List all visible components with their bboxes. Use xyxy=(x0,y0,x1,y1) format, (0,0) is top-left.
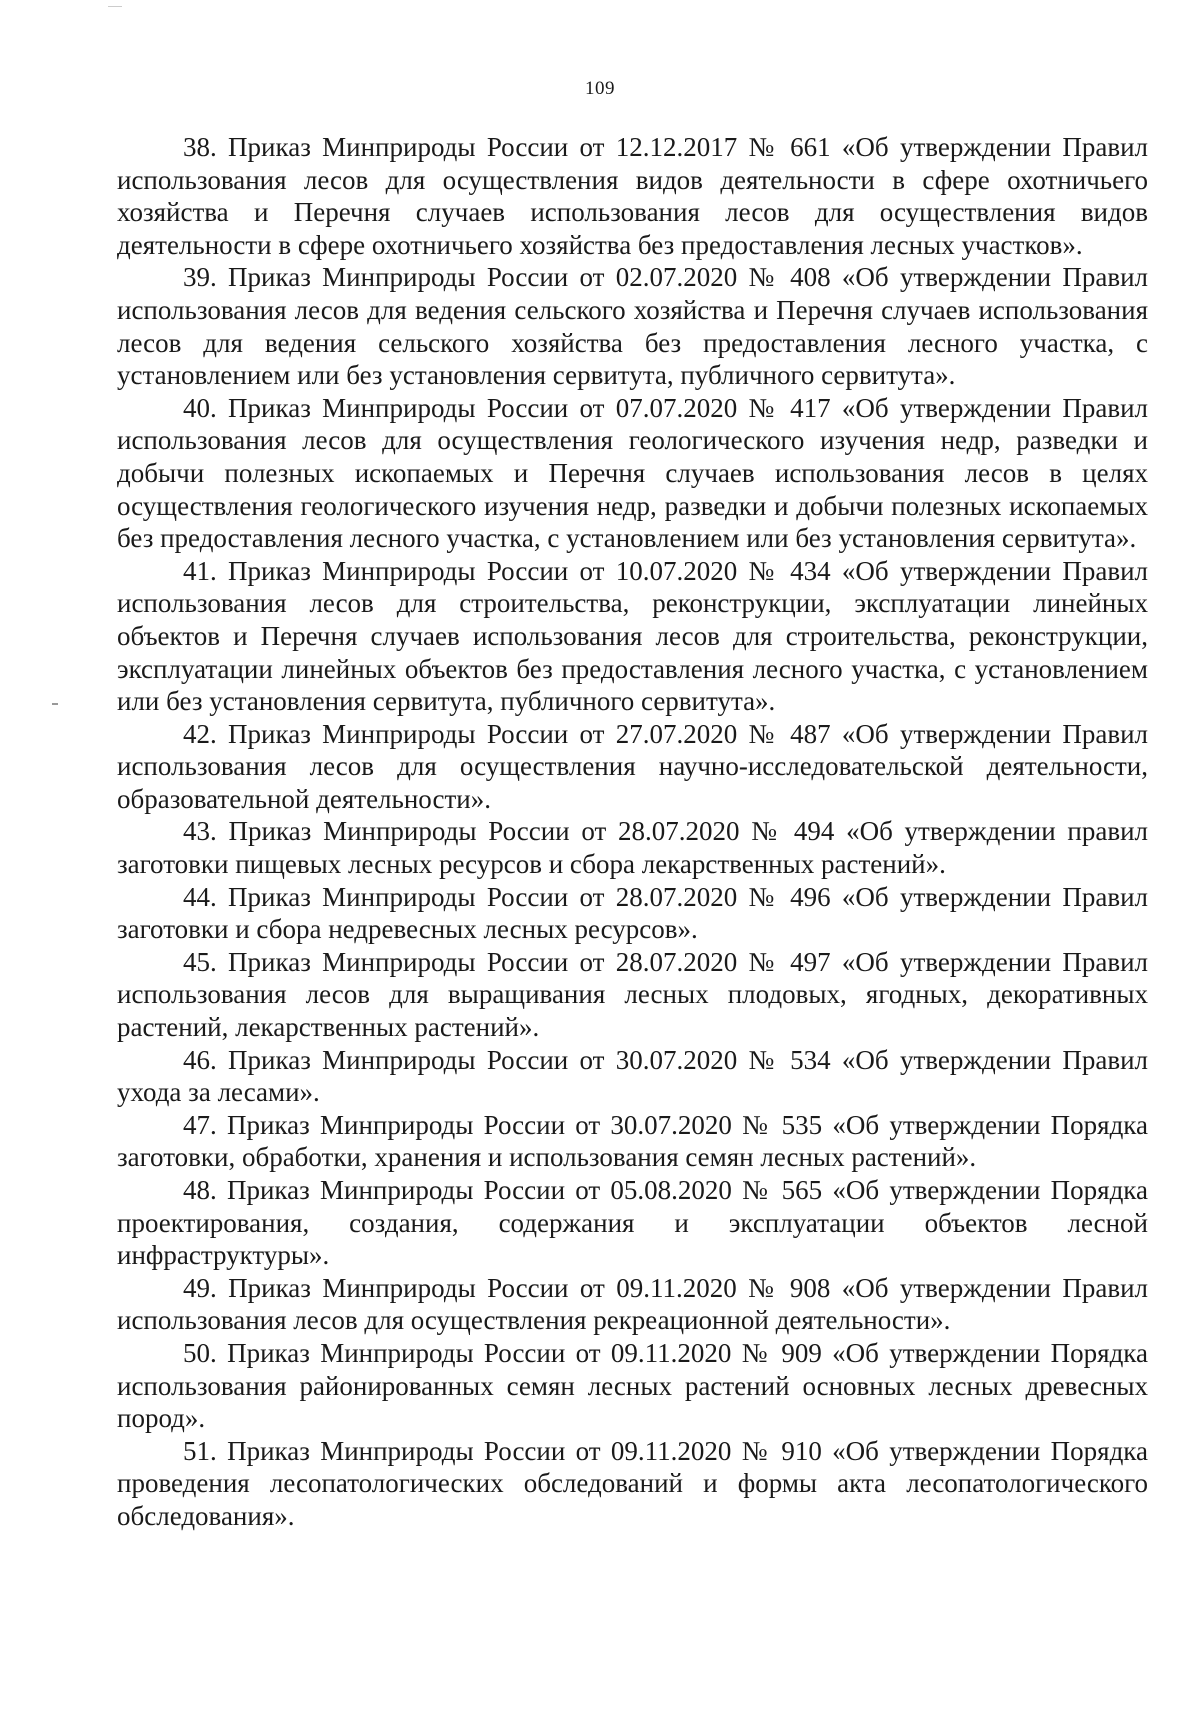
item-text: Приказ Минприроды России от 30.07.2020 № 534 «Об утверждении Правил ухода за лесами». xyxy=(117,1044,1148,1108)
list-item xyxy=(117,1109,1148,1174)
scan-speck xyxy=(52,703,58,705)
item-number: 47. xyxy=(183,1109,217,1140)
list-item xyxy=(117,946,1148,1044)
list-item xyxy=(117,1272,1148,1337)
item-number: 42. xyxy=(183,718,217,749)
item-number: 39. xyxy=(183,262,217,293)
item-text: Приказ Минприроды России от 28.07.2020 № 497 «Об утверждении Правил использования лесов для выращивания лесных плодовых, ягодных, декоративных растений, лекарственных растений». xyxy=(117,946,1148,1043)
list-item xyxy=(117,881,1148,946)
item-text: Приказ Минприроды России от 05.08.2020 № 565 «Об утверждении Порядка проектирования, создания, содержания и эксплуатации объектов лесной инфраструктуры». xyxy=(117,1175,1148,1271)
item-number: 48. xyxy=(183,1175,217,1205)
item-text: Приказ Минприроды России от 09.11.2020 № 908 «Об утверждении Правил использования лесов для осуществления рекреационной деятельности». xyxy=(117,1272,1148,1336)
item-text: Приказ Минприроды России от 28.07.2020 № 496 «Об утверждении Правил заготовки и сбора недревесных лесных ресурсов». xyxy=(117,881,1148,945)
list-item xyxy=(117,555,1148,718)
item-text: Приказ Минприроды России от 02.07.2020 № 408 «Об утверждении Правил использования лесов для ведения сельского хозяйства и Перечня случаев использования лесов для ведения сельского хозяйства без предоставления лесного участка, с установлением или без установления сервитута, публичного сервитута». xyxy=(117,262,1148,391)
item-number: 41. xyxy=(183,555,217,586)
list-item xyxy=(117,1044,1148,1109)
item-text: Приказ Минприроды России от 30.07.2020 № 535 «Об утверждении Порядка заготовки, обработки, хранения и использования семян лесных растений». xyxy=(117,1109,1148,1173)
item-number: 50. xyxy=(183,1337,217,1368)
item-text: Приказ Минприроды России от 09.11.2020 № 909 «Об утверждении Порядка использования районированных семян лесных растений основных лесных древесных пород». xyxy=(117,1337,1148,1434)
item-text: Приказ Минприроды России от 09.11.2020 № 910 «Об утверждении Порядка проведения лесопатологических обследований и формы акта лесопатологического обследования». xyxy=(117,1435,1148,1531)
list-item xyxy=(117,815,1148,880)
item-number: 46. xyxy=(183,1044,217,1075)
list-item xyxy=(117,131,1148,261)
list-item xyxy=(117,718,1148,816)
item-text: Приказ Минприроды России от 07.07.2020 № 417 «Об утверждении Правил использования лесов для осуществления геологического изучения недр, разведки и добычи полезных ископаемых и Перечня случаев использования лесов в целях осуществления геологического изучения недр, разведки и добычи полезных ископаемых без предоставления лесного участка, с установлением или без установления сервитута». xyxy=(117,392,1148,554)
item-number: 43. xyxy=(183,816,217,847)
item-text: Приказ Минприроды России от 12.12.2017 № 661 «Об утверждении Правил использования лесов для осуществления видов деятельности в сфере охотничьего хозяйства и Перечня случаев использования лесов для осуществления видов деятельности в сфере охотничьего хозяйства без предоставления лесных участков». xyxy=(117,132,1148,260)
item-number: 38. xyxy=(183,132,217,162)
item-number: 49. xyxy=(183,1272,217,1303)
list-item xyxy=(117,1337,1148,1435)
list-item xyxy=(117,392,1148,555)
list-item xyxy=(117,1174,1148,1272)
page-number: 109 xyxy=(585,78,615,99)
item-number: 51. xyxy=(183,1435,217,1466)
item-number: 45. xyxy=(183,946,217,977)
item-number: 40. xyxy=(183,392,217,423)
item-text: Приказ Минприроды России от 28.07.2020 № 494 «Об утверждении правил заготовки пищевых лесных ресурсов и сбора лекарственных растений». xyxy=(117,816,1149,880)
scan-speck xyxy=(108,6,122,7)
list-item xyxy=(117,1435,1148,1533)
item-text: Приказ Минприроды России от 27.07.2020 № 487 «Об утверждении Правил использования лесов для осуществления научно-исследовательской деятельности, образовательной деятельности». xyxy=(117,718,1148,814)
list-item xyxy=(117,261,1148,391)
item-number: 44. xyxy=(183,881,217,912)
item-text: Приказ Минприроды России от 10.07.2020 № 434 «Об утверждении Правил использования лесов для строительства, реконструкции, эксплуатации линейных объектов и Перечня случаев использования лесов для строительства, реконструкции, эксплуатации линейных объектов без предоставления лесного участка, с установлением или без установления сервитута, публичного сервитута». xyxy=(117,555,1148,717)
document-body xyxy=(117,131,1148,1533)
